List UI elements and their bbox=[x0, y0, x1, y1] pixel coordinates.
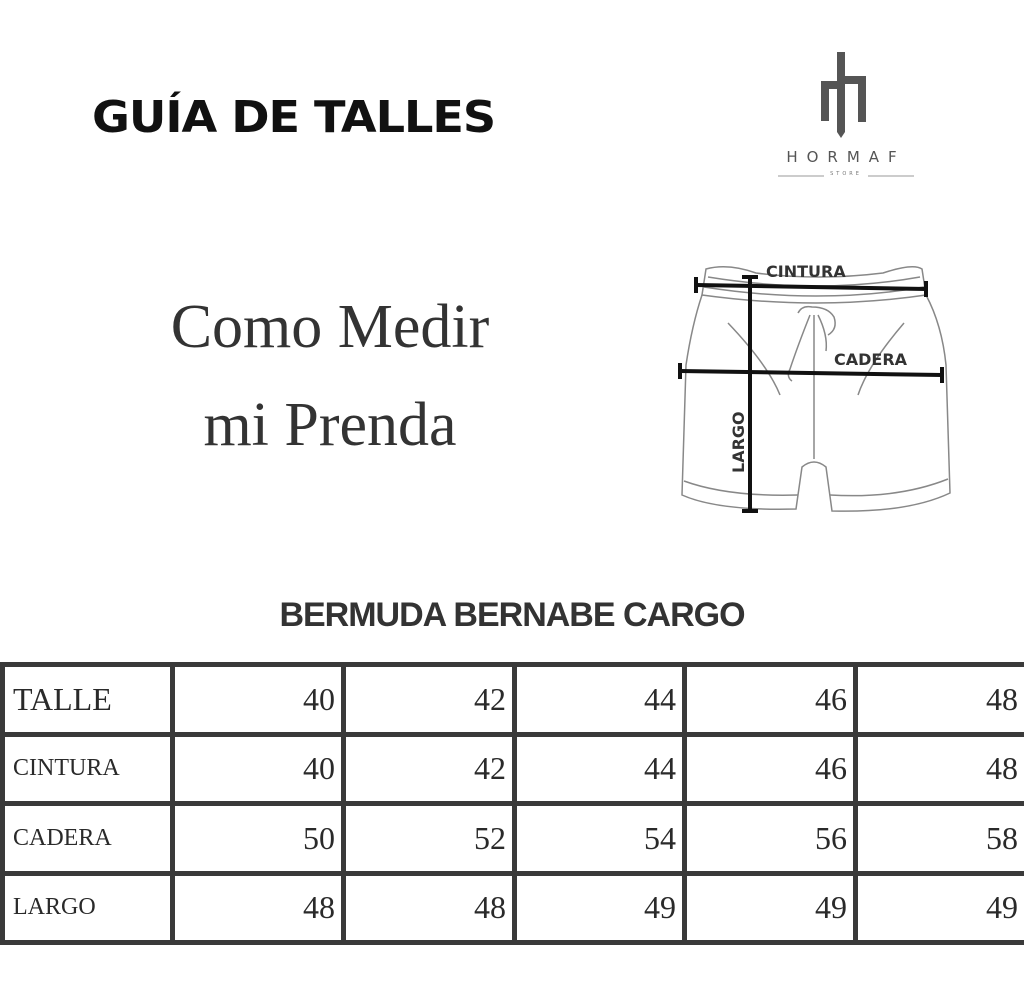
shorts-outline bbox=[682, 267, 950, 511]
brand-monogram-icon bbox=[740, 46, 952, 146]
brand-name: HORMAF bbox=[786, 148, 906, 166]
table-cell: 44 bbox=[515, 665, 685, 735]
table-cell: 52 bbox=[344, 804, 515, 874]
table-cell: 49 bbox=[685, 873, 856, 943]
hip-label: CADERA bbox=[834, 350, 908, 369]
page-title: GUÍA DE TALLES bbox=[92, 92, 496, 143]
hip-measure-line bbox=[680, 371, 942, 375]
table-cell: 48 bbox=[856, 665, 1024, 735]
section-heading bbox=[110, 278, 550, 474]
table-cell: 49 bbox=[515, 873, 685, 943]
waist-measure-line bbox=[696, 285, 926, 289]
table-cell: 49 bbox=[856, 873, 1024, 943]
product-name: BERMUDA BERNABE CARGO bbox=[279, 596, 745, 634]
waist-label: CINTURA bbox=[766, 262, 846, 281]
table-cell: 48 bbox=[856, 734, 1024, 804]
table-cell: 40 bbox=[173, 665, 344, 735]
length-label: LARGO bbox=[729, 411, 748, 473]
table-cell: 48 bbox=[344, 873, 515, 943]
table-cell: 46 bbox=[685, 734, 856, 804]
size-table bbox=[0, 662, 1024, 945]
section-heading-line-2: mi Prenda bbox=[203, 391, 457, 459]
table-row-talle bbox=[3, 665, 1024, 735]
measurement-lines bbox=[680, 277, 942, 511]
section-heading-line-1: Como Medir bbox=[170, 293, 490, 361]
table-row-cintura bbox=[3, 734, 1024, 804]
table-cell: 42 bbox=[344, 665, 515, 735]
shorts-measurement-illustration bbox=[668, 255, 958, 525]
table-cell: 44 bbox=[515, 734, 685, 804]
row-label: CADERA bbox=[3, 804, 173, 874]
brand-tagline: STORE bbox=[830, 171, 862, 177]
table-cell: 42 bbox=[344, 734, 515, 804]
table-cell: 56 bbox=[685, 804, 856, 874]
table-cell: 54 bbox=[515, 804, 685, 874]
table-row-largo bbox=[3, 873, 1024, 943]
brand-logo bbox=[740, 46, 952, 186]
table-cell: 58 bbox=[856, 804, 1024, 874]
table-cell: 40 bbox=[173, 734, 344, 804]
table-row-cadera bbox=[3, 804, 1024, 874]
row-label: CINTURA bbox=[3, 734, 173, 804]
measurement-diagram bbox=[668, 255, 958, 525]
table-cell: 50 bbox=[173, 804, 344, 874]
row-label: TALLE bbox=[3, 665, 173, 735]
table-cell: 46 bbox=[685, 665, 856, 735]
row-label: LARGO bbox=[3, 873, 173, 943]
table-cell: 48 bbox=[173, 873, 344, 943]
